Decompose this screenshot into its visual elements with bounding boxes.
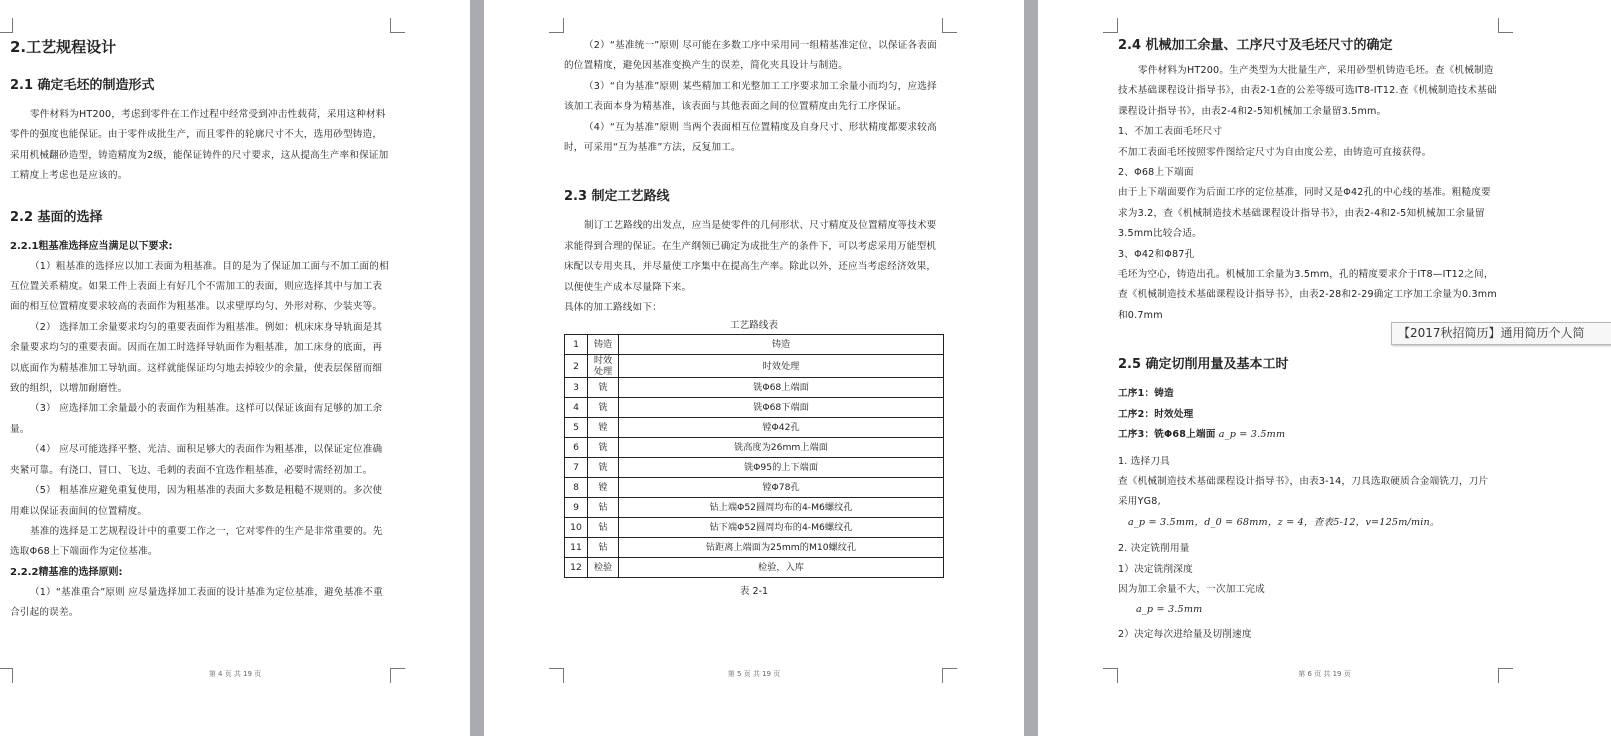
paragraph: （4）“互为基准”原则 当两个表面相互位置精度及自身尺寸、形状精度都要求较高时，可采用“互为基准”方法，反复加工。 bbox=[564, 121, 937, 154]
step-number-cell: 6 bbox=[565, 438, 588, 458]
step-number-cell: 5 bbox=[565, 418, 588, 438]
step-number-cell: 11 bbox=[565, 538, 588, 558]
table-row bbox=[565, 355, 944, 378]
step-number-cell: 10 bbox=[565, 518, 588, 538]
section-heading-2-3: 2.3 制定工艺路线 bbox=[564, 189, 670, 205]
page-gutter-right bbox=[1024, 0, 1038, 736]
description-cell: 铸造 bbox=[619, 335, 944, 355]
section-heading-2-4: 2.4 机械加工余量、工序尺寸及毛坯尺寸的确定 bbox=[1118, 38, 1393, 53]
operation-cell: 镗 bbox=[588, 478, 619, 498]
hover-tooltip: 【2017秋招简历】通用简历个人简 bbox=[1391, 322, 1611, 345]
operation-3-line bbox=[1118, 425, 1498, 445]
operation-1: 工序1：铸造 bbox=[1118, 388, 1174, 400]
description-cell: 钻下端Φ52圆周均布的4-M6螺纹孔 bbox=[619, 518, 944, 538]
paragraph: 零件材料为HT200，考虑到零件在工作过程中经常受到冲击性载荷，采用这种材料零件的强度也能保证。由于零件成批生产，而且零件的轮廓尺寸不大，选用砂型铸造，采用机械翻砂造型，铸造精度为2级，能保证铸件的尺寸要求，这从提高生产率和保证加工精度上考虑也是应该的。 bbox=[10, 109, 389, 182]
step-number-cell: 3 bbox=[565, 378, 588, 398]
table-row bbox=[565, 478, 944, 498]
step-number-cell: 9 bbox=[565, 498, 588, 518]
description-cell: 镗Φ42孔 bbox=[619, 418, 944, 438]
table-row bbox=[565, 558, 944, 578]
paragraph: （2） 选择加工余量要求均匀的重要表面作为粗基准。例如：机床床身导轨面是其余量要求均匀的重要表面。因而在加工时选择导轨面作为粗基准，加工床身的底面，再以底面作为精基准加工导轨面。这样就能保证均匀地去掉较少的余量，使表层保留而细致的组织，以增加耐磨性。 bbox=[10, 321, 383, 395]
step-number-cell: 4 bbox=[565, 398, 588, 418]
table-row bbox=[565, 418, 944, 438]
crop-mark bbox=[549, 18, 564, 33]
paragraph: 毛坯为空心，铸造出孔。机械加工余量为3.5mm，孔的精度要求介于IT8—IT12之间，查《机械制造技术基础课程设计指导书》，由表2-28和2-29确定工序加工余量为0.3mm和0.7mm bbox=[1118, 269, 1497, 321]
paragraph: 因为加工余量不大，一次加工完成 bbox=[1118, 583, 1265, 595]
step-number-cell: 1 bbox=[565, 335, 588, 355]
step-number-cell: 12 bbox=[565, 558, 588, 578]
paragraph: （2）“基准统一”原则 尽可能在多数工序中采用同一组精基准定位，以保证各表面的位置精度，避免因基准变换产生的误差，简化夹具设计与制造。 bbox=[564, 40, 937, 72]
step-number-cell: 7 bbox=[565, 458, 588, 478]
item-heading: 1、不加工表面毛坯尺寸 bbox=[1118, 126, 1223, 138]
operation-cell: 钻 bbox=[588, 538, 619, 558]
paragraph: （5） 粗基准应避免重复使用，因为粗基准的表面大多数是粗糙不规则的。多次使用难以保证表面间的位置精度。 bbox=[10, 485, 383, 517]
sub-step-heading: 2）决定每次进给量及切削速度 bbox=[1118, 628, 1252, 640]
table-row bbox=[565, 518, 944, 538]
paragraph: （3）“自为基准”原则 某些精加工和光整加工工序要求加工余量小而均匀，应选择该加工表面本身为精基准，该表面与其他表面之间的位置精度由先行工序保证。 bbox=[564, 80, 937, 113]
table-row bbox=[565, 538, 944, 558]
table-caption: 表 2-1 bbox=[739, 586, 769, 598]
description-cell: 检验，入库 bbox=[619, 558, 944, 578]
paragraph: 零件材料为HT200。生产类型为大批量生产，采用砂型机铸造毛坯。查《机械制造技术基础课程设计指导书》，由表2-1查的公差等级可选IT8-IT12.查《机械制造技术基础课程设计指导书》，由表2-4和2-5知机械加工余量留3.5mm。 bbox=[1118, 65, 1497, 117]
table-row bbox=[565, 458, 944, 478]
crop-mark bbox=[942, 18, 957, 33]
page-footer: 第 4 页 共 19 页 bbox=[208, 670, 262, 678]
operation-cell: 时效处理 bbox=[588, 355, 619, 378]
crop-mark bbox=[1103, 18, 1118, 33]
page-gutter-left bbox=[470, 0, 484, 736]
description-cell: 铣Φ95的上下端面 bbox=[619, 458, 944, 478]
step-number-cell: 8 bbox=[565, 478, 588, 498]
paragraph: 查《机械制造技术基础课程设计指导书》，由表3-14，刀具选取硬质合金端铣刀，刀片采用YG8, bbox=[1118, 475, 1489, 508]
crop-mark bbox=[390, 18, 405, 33]
page-footer: 第 6 页 共 19 页 bbox=[1298, 670, 1351, 678]
table-row bbox=[565, 398, 944, 418]
table-row bbox=[565, 498, 944, 518]
step-heading: 2. 决定铣削用量 bbox=[1118, 543, 1190, 555]
paragraph: 基准的选择是工艺规程设计中的重要工作之一，它对零件的生产是非常重要的。先选取Φ68上下端面作为定位基准。 bbox=[10, 525, 383, 558]
operation-cell: 钻 bbox=[588, 498, 619, 518]
description-cell: 铣高度为26mm上端面 bbox=[619, 438, 944, 458]
step-number-cell: 2 bbox=[565, 355, 588, 378]
paragraph: （4） 应尽可能选择平整、光洁、面积足够大的表面作为粗基准，以保证定位准确夹紧可靠。有浇口、冒口、飞边、毛刺的表面不宜选作粗基准，必要时需经初加工。 bbox=[10, 444, 383, 476]
section-heading-2-1: 2.1 确定毛坯的制造形式 bbox=[10, 78, 155, 93]
description-cell: 镗Φ78孔 bbox=[619, 478, 944, 498]
step-heading: 1. 选择刀具 bbox=[1118, 455, 1170, 467]
formula-line: a_p = 3.5mm bbox=[1136, 604, 1203, 616]
subsection-heading-2-2-2: 2.2.2精基准的选择原则: bbox=[10, 566, 123, 578]
process-route-table bbox=[564, 334, 944, 578]
description-cell: 时效处理 bbox=[619, 355, 944, 378]
paragraph: （1）粗基准的选择应以加工表面为粗基准。目的是为了保证加工面与不加工面的相互位置关系精度。如果工件上表面上有好几个不需加工的表面，则应选择其中与加工表面的相互位置精度要求较高的表面作为粗基准。以求壁厚均匀、外形对称、少装夹等。 bbox=[10, 260, 389, 313]
operation-cell: 铣 bbox=[588, 438, 619, 458]
table-row bbox=[565, 378, 944, 398]
document-page-5 bbox=[484, 0, 1024, 736]
formula-line: a_p = 3.5mm，d_0 = 68mm，z = 4，查表5-12，v=125m/min。 bbox=[1128, 516, 1440, 528]
table-row bbox=[565, 335, 944, 355]
route-intro: 具体的加工路线如下： bbox=[564, 302, 662, 314]
formula: a_p = 3.5mm bbox=[1218, 429, 1286, 441]
table-title: 工艺路线表 bbox=[730, 320, 778, 332]
operation-3: 工序3：铣Φ68上端面 bbox=[1118, 429, 1216, 441]
operation-cell: 铣 bbox=[588, 458, 619, 478]
subsection-heading-2-2-1: 2.2.1粗基准选择应当满足以下要求: bbox=[10, 240, 173, 252]
operation-cell: 镗 bbox=[588, 418, 619, 438]
operation-cell: 铸造 bbox=[588, 335, 619, 355]
operation-cell: 检验 bbox=[588, 558, 619, 578]
item-heading: 3、Φ42和Φ87孔 bbox=[1118, 248, 1195, 260]
paragraph: 不加工表面毛坯按照零件图给定尺寸为自由度公差，由铸造可直接获得。 bbox=[1118, 146, 1432, 158]
document-page-6 bbox=[1038, 0, 1611, 736]
operation-cell: 铣 bbox=[588, 398, 619, 418]
crop-mark bbox=[0, 18, 13, 33]
paragraph: 制订工艺路线的出发点，应当是使零件的几何形状、尺寸精度及位置精度等技术要求能得到合理的保证。在生产纲领已确定为成批生产的条件下，可以考虑采用万能型机床配以专用夹具，并尽量使工序集中在提高生产率。除此以外，还应当考虑经济效果，以便使生产成本尽量降下来。 bbox=[564, 220, 937, 293]
section-heading-2-2: 2.2 基面的选择 bbox=[10, 209, 103, 225]
description-cell: 铣Φ68下端面 bbox=[619, 398, 944, 418]
paragraph: 由于上下端面要作为后面工序的定位基准，同时又是Φ42孔的中心线的基准。粗糙度要求为3.2，查《机械制造技术基础课程设计指导书》，由表2-4和2-5知机械加工余量留3.5mm比较合适。 bbox=[1118, 187, 1491, 240]
crop-mark bbox=[1498, 18, 1513, 33]
item-heading: 2、Φ68上下端面 bbox=[1118, 167, 1194, 179]
page-footer: 第 5 页 共 19 页 bbox=[727, 670, 781, 678]
table-row bbox=[565, 438, 944, 458]
document-page-4 bbox=[0, 0, 470, 736]
description-cell: 钻上端Φ52圆周均布的4-M6螺纹孔 bbox=[619, 498, 944, 518]
operation-cell: 铣 bbox=[588, 378, 619, 398]
description-cell: 铣Φ68上端面 bbox=[619, 378, 944, 398]
section-heading-2-5: 2.5 确定切削用量及基本工时 bbox=[1118, 357, 1289, 373]
paragraph: （3） 应选择加工余量最小的表面作为粗基准。这样可以保证该面有足够的加工余量。 bbox=[10, 403, 383, 435]
paragraph: （1）“基准重合”原则 应尽量选择加工表面的设计基准为定位基准，避免基准不重合引起的误差。 bbox=[10, 586, 383, 619]
chapter-title: 2.工艺规程设计 bbox=[10, 38, 117, 56]
operation-cell: 钻 bbox=[588, 518, 619, 538]
description-cell: 钻距离上端面为25mm的M10螺纹孔 bbox=[619, 538, 944, 558]
sub-step-heading: 1）决定铣削深度 bbox=[1118, 563, 1193, 575]
operation-2: 工序2：时效处理 bbox=[1118, 408, 1194, 420]
